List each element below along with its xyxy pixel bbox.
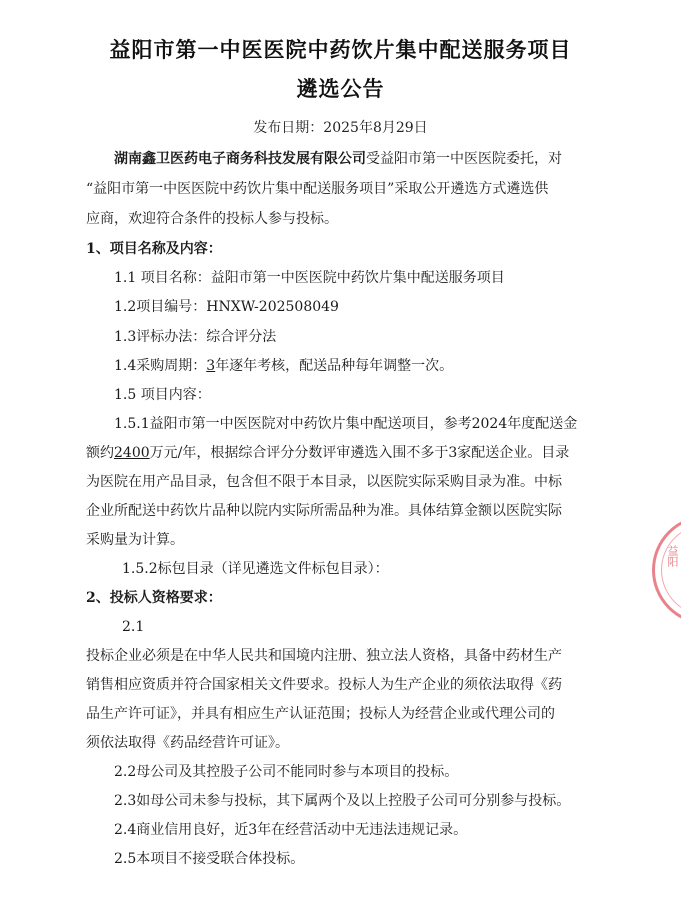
document-title-line2: 遴选公告 — [296, 76, 385, 101]
p151-line-2 — [86, 443, 569, 463]
p151-amount: 2400 — [114, 445, 150, 461]
intro-line-3: 应商，欢迎符合条件的投标人参与投标。 — [86, 211, 338, 227]
item-1-4-years: 3 — [206, 358, 216, 374]
p21-line-3: 品生产许可证》，并具有相应生产认证范围；投标人为经营企业或代理公司的 — [86, 706, 555, 722]
item-1-4-label: 1.4采购周期： — [114, 358, 207, 374]
p21-line-2: 销售相应资质并符合国家相关文件要求。投标人为生产企业的须依法取得《药 — [86, 677, 562, 693]
item-1-5: 1.5 项目内容： — [114, 387, 211, 403]
intro-company: 湖南鑫卫医药电子商务科技发展有限公司 — [114, 151, 366, 167]
p151-line-2-b: 万元/年，根据综合评分分数评审遴选入围不多于3家配送企业。目录 — [149, 445, 570, 461]
p21-line-1: 投标企业必须是在中华人民共和国境内注册、独立法人资格，具备中药材生产 — [86, 648, 562, 664]
item-1-4-rest: 年逐年考核，配送品种每年调整一次。 — [215, 358, 454, 374]
p21-line-4: 须依法取得《药品经营许可证》。 — [86, 735, 289, 751]
document-title-line1: 益阳市第一中医医院中药饮片集中配送服务项目 — [109, 37, 572, 62]
p151-line-4: 企业所配送中药饮片品种以院内实际所需品种为准。具体结算金额以医院实际 — [86, 503, 562, 519]
p151-line-2-a: 额约 — [86, 445, 114, 461]
item-2-4: 2.4商业信用良好，近3年在经营活动中无违法违规记录。 — [114, 822, 468, 838]
section2-heading: 2、投标人资格要求： — [86, 590, 222, 606]
p151-line-3: 为医院在用产品目录，包含但不限于本目录，以医院实际采购目录为准。中标 — [86, 474, 562, 490]
item-1-4 — [114, 356, 453, 376]
section1-heading: 1、项目名称及内容： — [86, 241, 222, 257]
intro-line-1 — [114, 149, 562, 169]
item-2-3: 2.3如母公司未参与投标，其下属两个及以上控股子公司可分别参与投标。 — [114, 793, 571, 809]
item-1-2: 1.2项目编号：HNXW-202508049 — [114, 299, 339, 315]
item-1-3: 1.3评标办法：综合评分法 — [114, 329, 277, 345]
intro-line-1-rest: 受益阳市第一中医医院委托，对 — [366, 151, 562, 167]
item-1-5-2: 1.5.2标包目录（详见遴选文件标包目录）： — [122, 561, 389, 577]
item-2-2: 2.2母公司及其控股子公司不能同时参与本项目的投标。 — [114, 764, 459, 780]
p151-line-5: 采购量为计算。 — [86, 532, 184, 548]
item-1-1: 1.1 项目名称：益阳市第一中医医院中药饮片集中配送服务项目 — [114, 270, 505, 286]
item-2-1: 2.1 — [122, 619, 145, 635]
intro-line-2: “益阳市第一中医医院中药饮片集中配送服务项目”采取公开遴选方式遴选供 — [86, 181, 549, 197]
publish-date: 发布日期：2025年8月29日 — [253, 120, 428, 136]
item-2-5: 2.5本项目不接受联合体投标。 — [114, 851, 305, 867]
official-seal-text: 益阳 — [666, 545, 679, 567]
p151-line-1: 1.5.1益阳市第一中医医院对中药饮片集中配送项目，参考2024年度配送金 — [114, 416, 578, 432]
